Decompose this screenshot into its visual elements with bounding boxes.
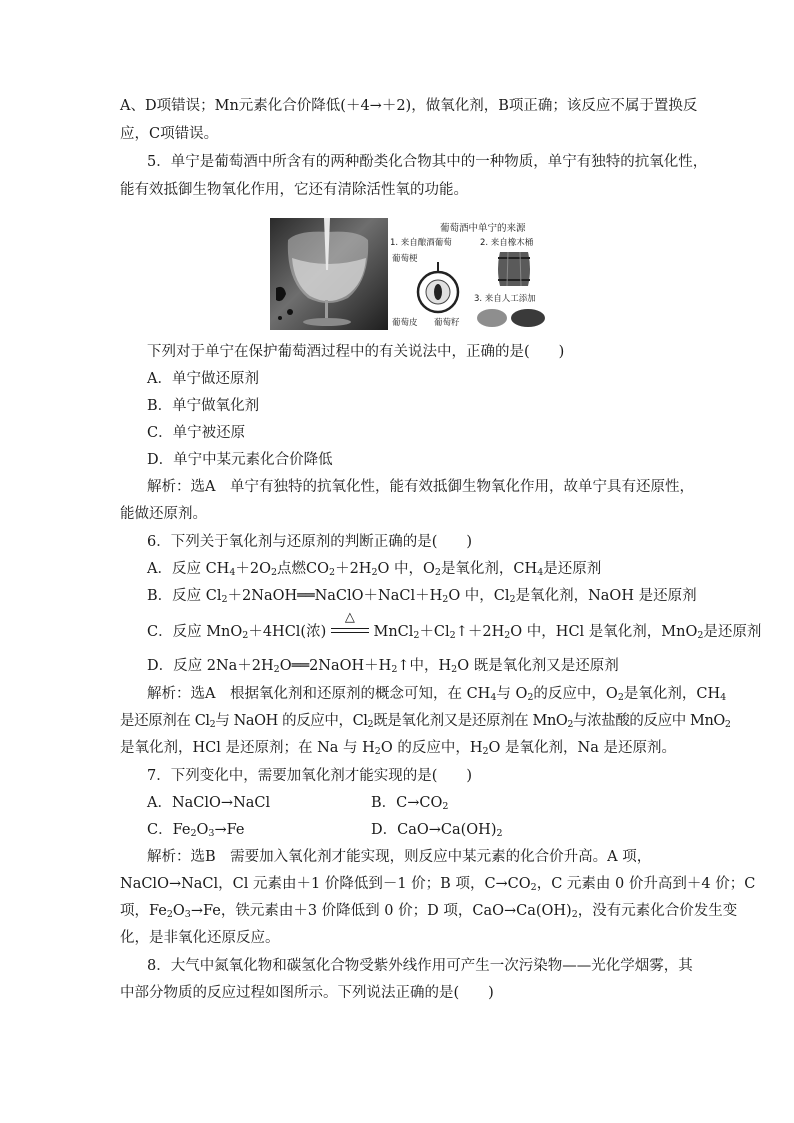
question-5-option-b: B．单宁做氧化剂 [147, 398, 260, 414]
question-7-analysis-cont2: 项，$Fe_2O_3\to Fe$，铁元素由＋3 价降低到 0 价；D 项，$CaO\to Ca(OH)_2$，没有元素化合价发生变 [120, 903, 738, 920]
question-6-option-d: D．反应 $2Na+2H_2O══2NaOH+H_2↑$中，$H_2O$ 既是氧化剂又是还原剂 [147, 658, 619, 675]
question-6-analysis-cont: 是还原剂在 $Cl_2$与 NaOH 的反应中，$Cl_2$既是氧化剂又是还原剂在 MnO$_2$与浓盐酸的反应中 MnO$_2$ [120, 713, 731, 730]
heating-condition-sign: △ [331, 622, 369, 642]
question-5-analysis: 解析：选A 单宁有独特的抗氧化性，能有效抵御生物氧化作用，故单宁具有还原性， [147, 479, 694, 495]
question-5-stem: 5．单宁是葡萄酒中所含有的两种酚类化合物其中的一种物质，单宁有独特的抗氧化性， [147, 154, 708, 170]
question-7-option-b: B．$C\to CO_2$ [371, 795, 449, 812]
source-1-label: 1. 来自酿酒葡萄 [390, 238, 452, 248]
question-7-option-d: D．$CaO\to Ca(OH)_2$ [371, 822, 503, 839]
question-6-analysis: 解析：选A 根据氧化剂和还原剂的概念可知，在 $CH_4$与 $O_2$的反应中，$O_2$是氧化剂，$CH_4$ [147, 686, 727, 703]
text-line: 应，C项错误。 [120, 126, 219, 142]
grape-skin-label: 葡萄皮 [392, 318, 418, 328]
question-7-stem: 7．下列变化中，需要加氧化剂才能实现的是( ) [147, 768, 473, 784]
figure-title: 葡萄酒中单宁的来源 [440, 223, 526, 234]
source-3-label: 3. 来自人工添加 [474, 294, 536, 304]
question-5-option-c: C．单宁被还原 [147, 425, 246, 441]
text-line: 能有效抵御生物氧化作用，它还有清除活性氧的功能。 [120, 182, 468, 198]
question-5-analysis-cont: 能做还原剂。 [120, 506, 207, 522]
question-7-analysis: 解析：选B 需要加入氧化剂才能实现，则反应中某元素的化合价升高。A 项， [147, 849, 652, 865]
question-7-analysis-cont: NaClO→NaCl，Cl 元素由＋1 价降低到－1 价；B 项，$C\to CO_2$，C 元素由 0 价升高到＋4 价；C [120, 876, 756, 893]
oak-barrel-icon [496, 248, 532, 290]
question-7-option-a: A．NaClO→NaCl [147, 795, 271, 811]
grape-cross-section-icon [408, 262, 470, 318]
question-5-prompt: 下列对于单宁在保护葡萄酒过程中的有关说法中，正确的是( ) [147, 344, 565, 360]
question-5-option-d: D．单宁中某元素化合价降低 [147, 452, 333, 468]
question-6-option-b: B．反应 $Cl_2+2NaOH══NaClO+NaCl+H_2O$ 中，$Cl_2$是氧化剂，NaOH 是还原剂 [147, 588, 697, 605]
text-line: A、D项错误；Mn元素化合价降低(＋4→＋2)，做氧化剂，B项正确；该反应不属于置换反 [120, 98, 698, 114]
tannin-sources-panel [388, 218, 554, 330]
source-2-label: 2. 来自橡木桶 [480, 238, 534, 248]
wine-pour-photo [270, 218, 388, 330]
question-8-stem-cont: 中部分物质的反应过程如图所示。下列说法正确的是( ) [120, 985, 494, 1001]
question-7-analysis-end: 化，是非氧化还原反应。 [120, 930, 280, 946]
question-6-analysis-end: 是氧化剂，HCl 是还原剂；在 Na 与 $H_2O$ 的反应中，$H_2O$ 是氧化剂，Na 是还原剂。 [120, 740, 676, 757]
question-6-stem: 6．下列关于氧化剂与还原剂的判断正确的是( ) [147, 534, 473, 550]
grape-stem-label: 葡萄梗 [392, 254, 418, 264]
question-6-option-c: C．反应 MnO$_2$＋4HCl(浓) △ $MnCl_2+Cl_2↑+2H_2O$ 中，HCl 是氧化剂，MnO$_2$是还原剂 [147, 610, 762, 641]
tannin-powder-icon [476, 306, 548, 328]
question-6-option-a: A．反应 $CH_4+2O_2$点燃$CO_2+2H_2O$ 中，$O_2$是氧化剂，$CH_4$是还原剂 [147, 561, 602, 578]
tannin-source-figure [270, 218, 554, 330]
question-8-stem: 8．大气中氮氧化物和碳氢化合物受紫外线作用可产生一次污染物——光化学烟雾，其 [147, 958, 693, 974]
grape-seed-label: 葡萄籽 [434, 318, 460, 328]
question-7-option-c: C．$Fe_2O_3\to Fe$ [147, 822, 245, 839]
question-5-option-a: A．单宁做还原剂 [147, 371, 259, 387]
